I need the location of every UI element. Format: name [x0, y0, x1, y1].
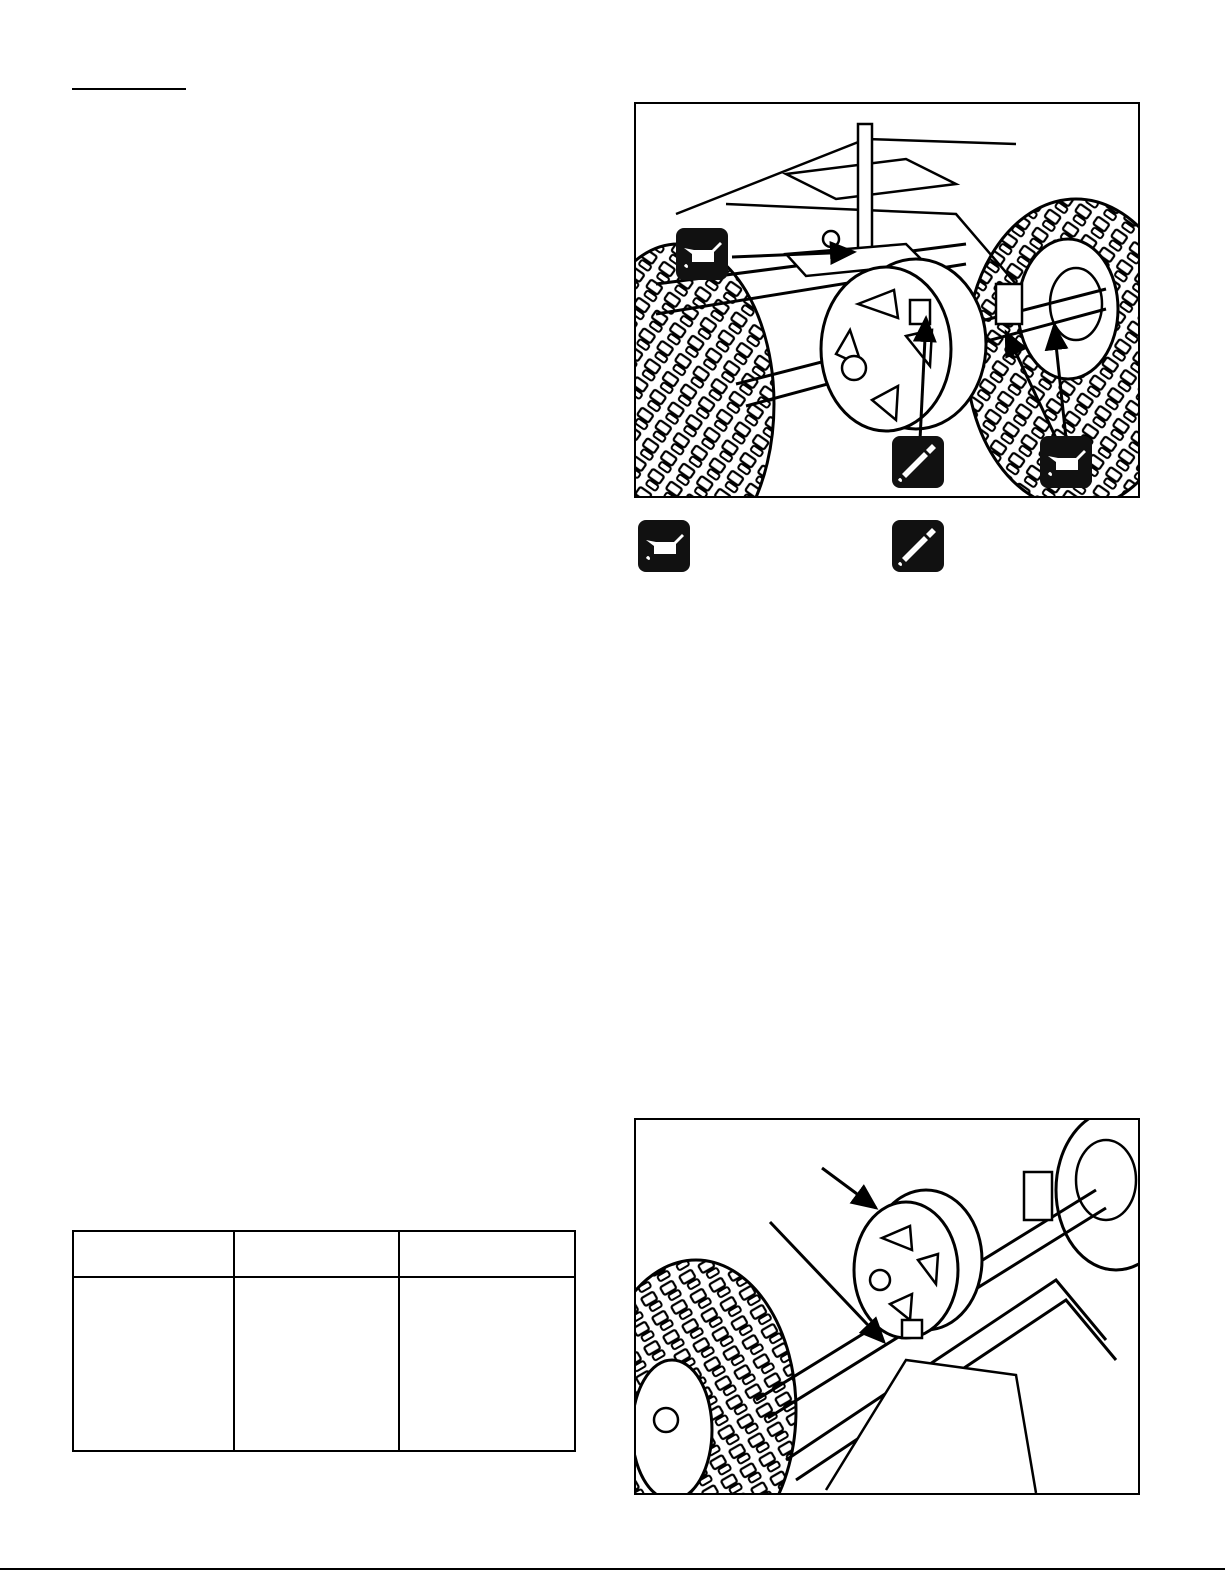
- axle-bearing: [1024, 1172, 1052, 1220]
- table-row: [73, 1277, 575, 1451]
- page-bottom-rule: [0, 1568, 1225, 1570]
- axle-bearing: [996, 284, 1022, 324]
- oil-can-icon: [1040, 436, 1092, 493]
- mounting-bolt: [902, 1320, 922, 1338]
- grease-gun-icon: [892, 436, 944, 493]
- gearbox-illustration: [636, 1120, 1138, 1493]
- table-cell: [399, 1277, 575, 1451]
- specification-table: [72, 1230, 576, 1452]
- table-header-cell: [73, 1231, 234, 1277]
- table-header-cell: [399, 1231, 575, 1277]
- agitator-shaft: [858, 124, 872, 259]
- table-header-row: [73, 1231, 575, 1277]
- table-header-cell: [234, 1231, 400, 1277]
- table-cell: [73, 1277, 234, 1451]
- legend-oil-can-icon: [638, 520, 690, 572]
- lubrication-figure: [634, 102, 1140, 498]
- legend-grease-gun-icon: [892, 520, 944, 572]
- gearbox-figure: [634, 1118, 1140, 1495]
- hopper-bottom: [826, 1360, 1036, 1493]
- heading-underline: [72, 88, 186, 90]
- oil-can-icon: [676, 228, 728, 285]
- table-cell: [234, 1277, 400, 1451]
